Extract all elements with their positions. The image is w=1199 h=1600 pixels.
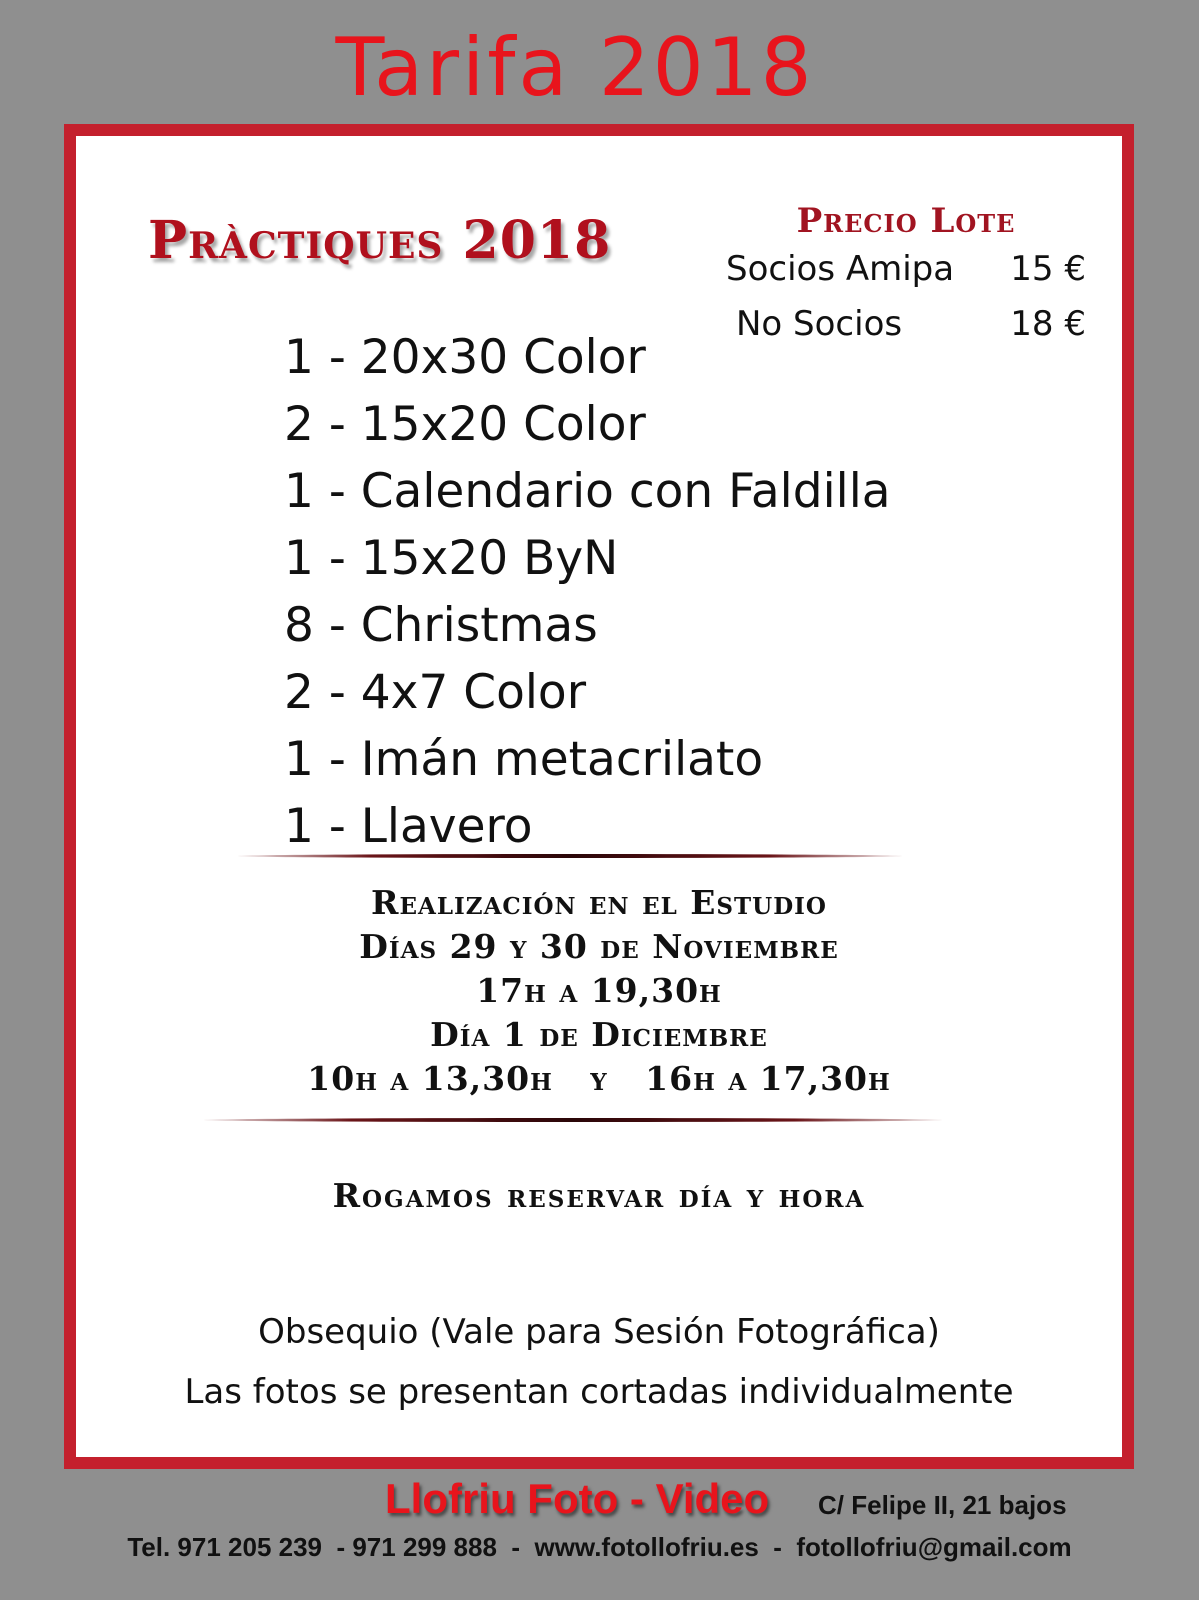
divider-bottom (204, 1118, 942, 1122)
list-item: 1 - 15x20 ByN (284, 531, 619, 586)
divider-top (238, 854, 902, 858)
schedule-line: Días 29 y 30 de Noviembre (359, 927, 839, 966)
schedule-line: Día 1 de Diciembre (430, 1015, 768, 1054)
price-label: No Socios (736, 304, 903, 344)
price-row-socios (726, 249, 1086, 304)
reserve-notice: Rogamos reservar día y hora (332, 1176, 866, 1215)
list-item: 1 - 20x30 Color (284, 330, 646, 385)
schedule-line: 17h a 19,30h (476, 971, 722, 1010)
notes-block (76, 1302, 1122, 1422)
price-value: 18 € (1010, 304, 1086, 344)
contact-line: Tel. 971 205 239 - 971 299 888 - www.fotollofriu.es - fotollofriu@gmail.com (127, 1532, 1072, 1562)
schedule-line: 10h a 13,30h y 16h a 17,30h (307, 1059, 891, 1098)
section-heading: Pràctiques 2018 (148, 210, 612, 271)
list-item: 1 - Imán metacrilato (284, 732, 764, 787)
list-item: 8 - Christmas (284, 598, 598, 653)
price-label: Socios Amipa (726, 249, 955, 289)
price-card (64, 124, 1134, 1469)
list-item: 2 - 15x20 Color (284, 397, 646, 452)
note-line: Obsequio (Vale para Sesión Fotográfica) (258, 1312, 940, 1352)
schedule-line: Realización en el Estudio (371, 883, 827, 922)
brand-name: Llofriu Foto - Video (385, 1475, 770, 1522)
list-item: 2 - 4x7 Color (284, 665, 587, 720)
price-value: 15 € (1010, 249, 1086, 289)
page-title: Tarifa 2018 (335, 21, 815, 114)
price-header: Precio Lote (796, 201, 1016, 241)
item-list (284, 324, 891, 860)
schedule-block (76, 881, 1122, 1101)
list-item: 1 - Llavero (284, 799, 533, 854)
note-line: Las fotos se presentan cortadas individualmente (184, 1372, 1014, 1412)
list-item: 1 - Calendario con Faldilla (284, 464, 891, 519)
address: C/ Felipe II, 21 bajos (818, 1490, 1067, 1520)
